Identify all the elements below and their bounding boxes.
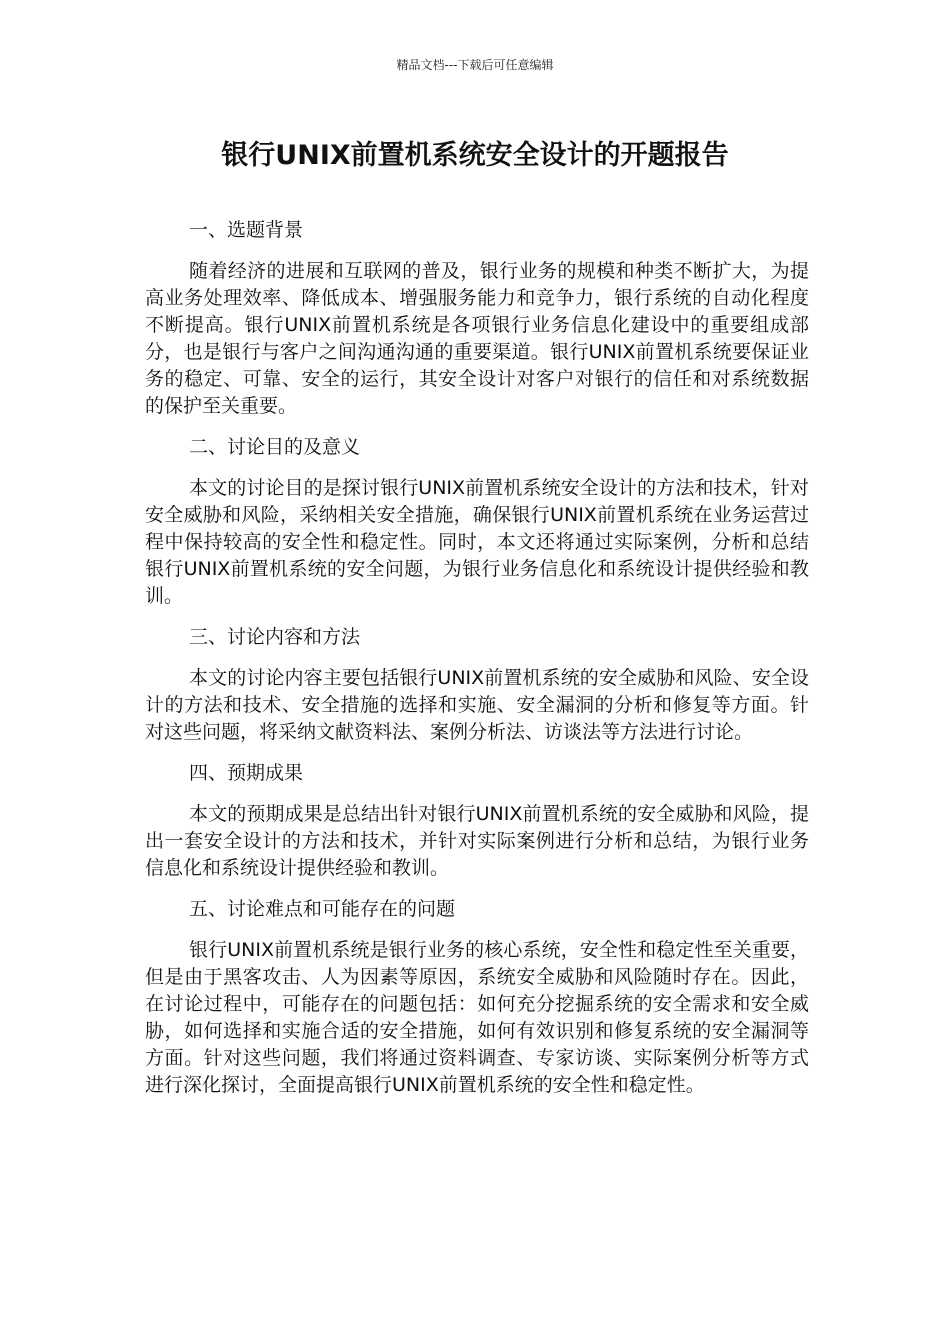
section-purpose <box>145 434 809 610</box>
section-expected-results <box>145 760 809 882</box>
section-heading: 二、讨论目的及意义 <box>189 436 361 458</box>
section-paragraph: 本文的讨论目的是探讨银行UNIX前置机系统安全设计的方法和技术，针对安全威胁和风险，采纳相关安全措施，确保银行UNIX前置机系统在业务运营过程中保持较高的安全性和稳定性。同时，本文还将通过实际案例，分析和总结银行UNIX前置机系统的安全问题，为银行业务信息化和系统设计提供经验和教训。 <box>145 477 809 607</box>
document-body <box>145 217 809 1113</box>
section-heading: 一、选题背景 <box>189 219 304 241</box>
section-paragraph: 本文的讨论内容主要包括银行UNIX前置机系统的安全威胁和风险、安全设计的方法和技术、安全措施的选择和实施、安全漏洞的分析和修复等方面。针对这些问题，将采纳文献资料法、案例分析法、访谈法等方法进行讨论。 <box>145 667 809 743</box>
section-paragraph: 银行UNIX前置机系统是银行业务的核心系统，安全性和稳定性至关重要，但是由于黑客攻击、人为因素等原因，系统安全威胁和风险随时存在。因此，在讨论过程中，可能存在的问题包括：如何充分挖掘系统的安全需求和安全威胁，如何选择和实施合适的安全措施，如何有效识别和修复系统的安全漏洞等方面。针对这些问题，我们将通过资料调查、专家访谈、实际案例分析等方式进行深化探讨，全面提高银行UNIX前置机系统的安全性和稳定性。 <box>145 939 809 1096</box>
section-heading: 五、讨论难点和可能存在的问题 <box>189 898 456 920</box>
section-content-methods <box>145 624 809 746</box>
page-header: 精品文档---下载后可任意编辑 <box>396 58 554 72</box>
section-difficulties <box>145 896 809 1099</box>
section-background <box>145 217 809 420</box>
section-paragraph: 随着经济的进展和互联网的普及，银行业务的规模和种类不断扩大，为提高业务处理效率、降低成本、增强服务能力和竞争力，银行系统的自动化程度不断提高。银行UNIX前置机系统是各项银行业务信息化建设中的重要组成部分，也是银行与客户之间沟通沟通的重要渠道。银行UNIX前置机系统要保证业务的稳定、可靠、安全的运行，其安全设计对客户对银行的信任和对系统数据的保护至关重要。 <box>145 260 809 417</box>
document-title: 银行UNIX前置机系统安全设计的开题报告 <box>221 140 729 171</box>
section-paragraph: 本文的预期成果是总结出针对银行UNIX前置机系统的安全威胁和风险，提出一套安全设计的方法和技术，并针对实际案例进行分析和总结，为银行业务信息化和系统设计提供经验和教训。 <box>145 803 809 879</box>
section-heading: 三、讨论内容和方法 <box>189 626 361 648</box>
section-heading: 四、预期成果 <box>189 762 304 784</box>
